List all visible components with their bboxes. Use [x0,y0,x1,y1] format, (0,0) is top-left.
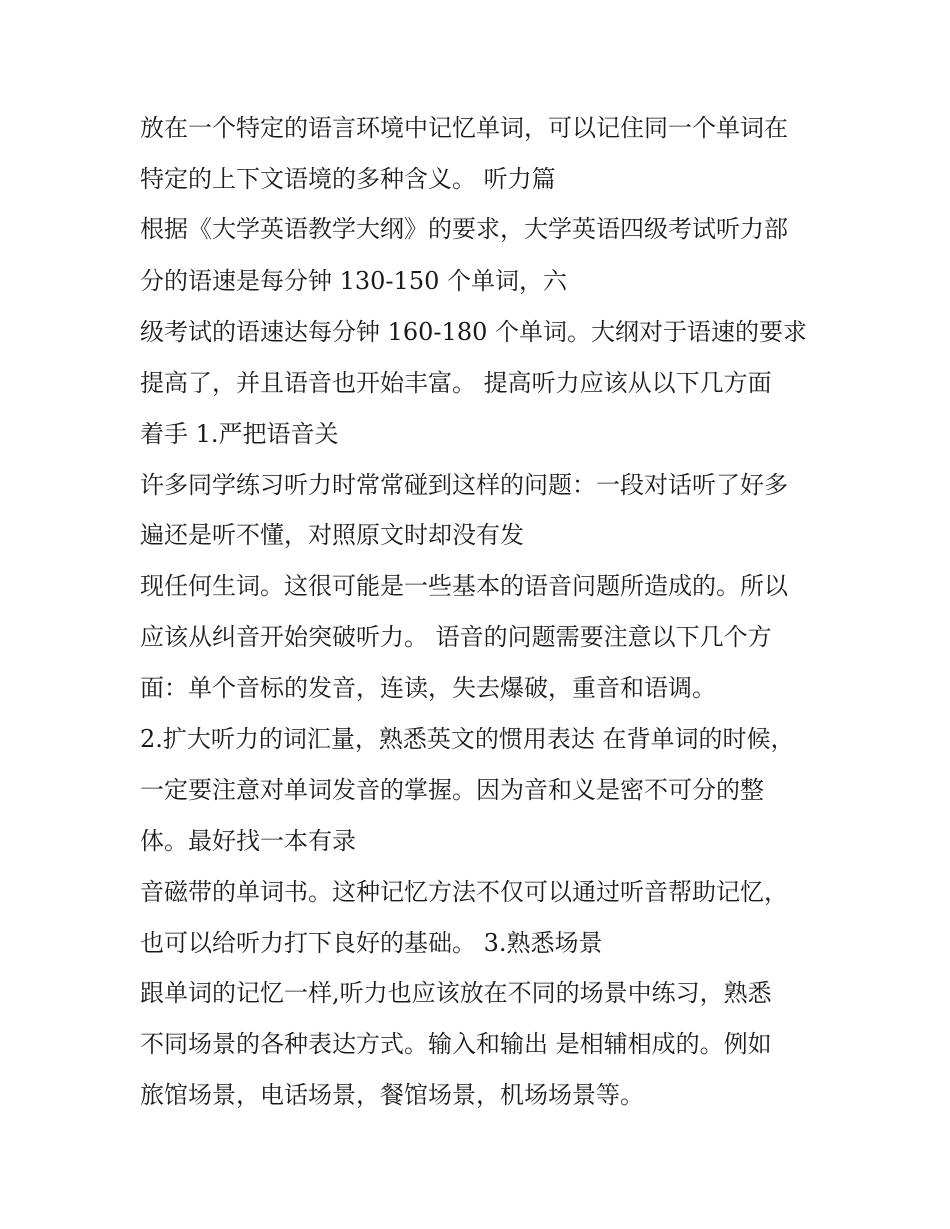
text-line: 应该从纠音开始突破听力。 语音的问题需要注意以下几个方 [140,623,772,651]
text-line: 一定要注意对单词发音的掌握。因为音和义是密不可分的整 [140,776,764,804]
text-line: 遍还是听不懂，对照原文时却没有发 [140,521,524,549]
text-line: 也可以给听力打下良好的基础。 3.熟悉场景 [140,929,603,957]
text-line: 提高了，并且语音也开始丰富。 提高听力应该从以下几方面 [140,369,772,397]
text-line: 跟单词的记忆一样,听力也应该放在不同的场景中练习，熟悉 [140,979,772,1007]
text-line: 放在一个特定的语言环境中记忆单词，可以记住同一个单词在 [140,114,788,142]
text-line: 现任何生词。这很可能是一些基本的语音问题所造成的。所以 [140,572,788,600]
text-line: 着手 1.严把语音关 [140,420,339,448]
text-line: 面：单个音标的发音，连读，失去爆破，重音和语调。 [140,674,716,702]
text-line: 不同场景的各种表达方式。输入和输出 是相辅相成的。例如 [140,1030,772,1058]
text-line: 体。最好找一本有录 [140,827,356,855]
text-line: 特定的上下文语境的多种含义。 听力篇 [140,165,556,193]
text-line: 旅馆场景，电话场景，餐馆场景，机场场景等。 [140,1081,644,1109]
text-line: 分的语速是每分钟 130-150 个单词，六 [140,267,567,295]
text-line: 级考试的语速达每分钟 160-180 个单词。大纲对于语速的要求 [140,318,807,346]
text-line: 音磁带的单词书。这种记忆方法不仅可以通过听音帮助记忆， [140,878,788,906]
text-line: 根据《大学英语教学大纲》的要求，大学英语四级考试听力部 [140,215,788,243]
text-line: 2.扩大听力的词汇量，熟悉英文的惯用表达 在背单词的时候， [140,725,795,753]
text-line: 许多同学练习听力时常常碰到这样的问题：一段对话听了好多 [140,471,788,499]
